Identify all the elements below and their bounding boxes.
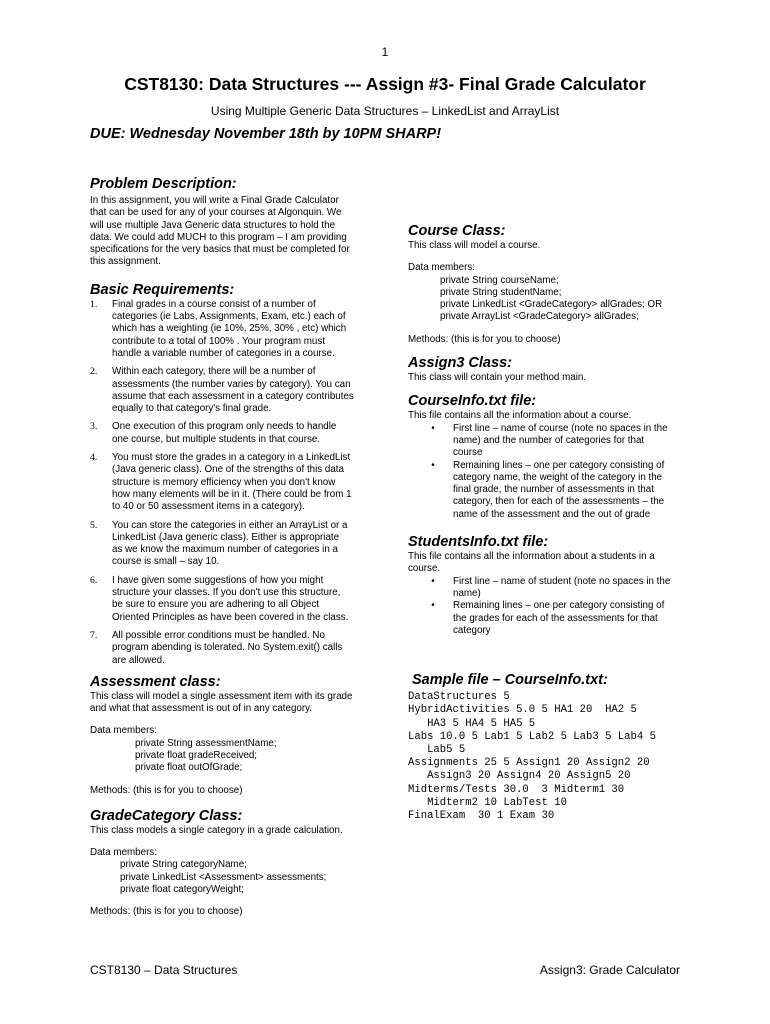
text-line: be sure to ensure you are adhering to all Object [112, 599, 319, 611]
code-line: HybridActivities 5.0 5 HA1 20 HA2 5 [408, 704, 637, 717]
text-line: name) and the number of categories for that [453, 434, 645, 446]
list-item [90, 630, 365, 667]
data-member: private String assessmentName; [135, 737, 277, 749]
data-member: private LinkedList <Assessment> assessments; [120, 871, 327, 883]
text-line: course. [408, 563, 441, 575]
text-line: This class will model a single assessment item with its grade [90, 690, 353, 702]
item-number: 1. [90, 298, 98, 310]
bullet-icon: • [431, 600, 435, 612]
text-line: structure is memory efficiency when you don't know [112, 476, 336, 488]
list-item [408, 460, 688, 521]
text-line: All possible error conditions must be handled. No [112, 629, 325, 641]
problem-heading: Problem Description: [90, 176, 237, 192]
item-number: 7. [90, 629, 98, 641]
text-line: (Java generic class). One of the strengths of this data [112, 464, 344, 476]
text-line: that can be used for any of your courses at Algonquin. We [90, 207, 342, 219]
text-line: handle a variable number of categories in a course. [112, 347, 335, 359]
text-line: will use multiple Java Generic data structures to hold the [90, 219, 336, 231]
courseinfo-bullets [408, 423, 688, 521]
document-subtitle: Using Multiple Generic Data Structures – LinkedList and ArrayList [210, 104, 560, 118]
text-line: which has a weighting (ie 10%, 25%, 30% , etc) which [112, 323, 347, 335]
text-line: and what that assessment is out of in any category. [90, 703, 313, 715]
item-number: 3. [90, 421, 98, 433]
text-line: This file contains all the information about a students in a [408, 551, 655, 563]
bullet-icon: • [431, 422, 435, 434]
members-label: Data members: [90, 725, 157, 737]
text-line: This file contains all the information about a course. [408, 410, 632, 422]
code-line: FinalExam 30 1 Exam 30 [408, 809, 555, 822]
text-line: name of the assessment and the out of grade [453, 508, 651, 520]
assessment-heading: Assessment class: [90, 673, 221, 690]
code-line: Labs 10.0 5 Lab1 5 Lab2 5 Lab3 5 Lab4 5 [408, 730, 656, 743]
code-line: Assign3 20 Assign4 20 Assign5 20 [408, 770, 631, 783]
list-item [90, 366, 365, 415]
requirements-heading: Basic Requirements: [90, 281, 235, 298]
list-item [90, 520, 365, 569]
text-line: Final grades in a course consist of a number of [112, 298, 316, 310]
bullet-icon: • [431, 459, 435, 471]
sample-code-block [408, 691, 688, 823]
item-number: 6. [90, 574, 98, 586]
text-line: as we know the maximum number of categories in a [112, 544, 338, 556]
data-member: private float categoryWeight; [120, 884, 244, 896]
data-member: private LinkedList <GradeCategory> allGrades; OR [440, 299, 663, 311]
text-line: course [453, 447, 483, 459]
courseinfo-heading: CourseInfo.txt file: [408, 393, 537, 410]
text-line: how many elements will be in it. (There could be from 1 [112, 488, 352, 500]
text-line: First line – name of course (note no spaces in the [453, 422, 668, 434]
text-line: This class will model a course. [408, 240, 541, 251]
text-line: One execution of this program only needs to handle [112, 421, 337, 433]
item-number: 5. [90, 519, 98, 531]
studentsinfo-heading: StudentsInfo.txt file: [408, 534, 549, 551]
bullet-icon: • [431, 575, 435, 587]
list-item [408, 423, 688, 460]
code-line: Midterms/Tests 30.0 3 Midterm1 30 [408, 783, 625, 796]
text-line: Oriented Principles as have been covered in the class. [112, 611, 349, 623]
data-member: private float outOfGrade; [135, 762, 243, 774]
code-line: DataStructures 5 [408, 691, 510, 704]
item-number: 4. [90, 452, 98, 464]
text-line: You can store the categories in either an ArrayList or a [112, 519, 348, 531]
left-column [90, 175, 365, 919]
code-line: Midterm2 10 LabTest 10 [408, 796, 567, 809]
list-item [408, 576, 688, 601]
text-line: This class will contain your method main. [408, 372, 587, 384]
text-line: In this assignment, you will write a Final Grade Calculator [90, 195, 339, 206]
text-line: program abending is tolerated. No System.exit() calls [112, 642, 343, 654]
assign3-heading: Assign3 Class: [408, 355, 512, 372]
text-line: Remaining lines – one per category consisting of [453, 600, 665, 612]
studentsinfo-bullets [408, 576, 688, 637]
text-line: You must store the grades in a category in a LinkedList [112, 452, 351, 464]
text-line: equally to that category's final grade. [112, 403, 272, 415]
members-label: Data members: [408, 262, 475, 274]
page-number: 1 [381, 45, 389, 59]
footer-right: Assign3: Grade Calculator [539, 963, 680, 977]
list-item [90, 575, 365, 624]
text-line: assume that each assessment in a category contributes [112, 390, 354, 402]
item-number: 2. [90, 366, 98, 378]
methods-note: Methods: (this is for you to choose) [90, 906, 243, 918]
text-line: contribute to a total of 100% . Your program must [112, 335, 325, 347]
text-line: final grade, the number of assessments in that [453, 484, 654, 496]
code-line: HA3 5 HA4 5 HA5 5 [408, 717, 536, 730]
list-item [90, 421, 365, 446]
text-line: data. We could add MUCH to this program – I am providing [90, 231, 347, 243]
text-line: category, then for each of the assessments – the [453, 496, 665, 508]
methods-note: Methods: (this is for you to choose) [408, 333, 561, 345]
data-member: private String categoryName; [120, 859, 247, 871]
sample-heading: Sample file – CourseInfo.txt: [412, 672, 608, 689]
text-line: the grades for each of the assessments for that [453, 612, 658, 624]
text-line: categories (ie Labs, Assignments, Exam, etc.) each of [112, 311, 346, 323]
text-line: course is small – say 10. [112, 556, 220, 568]
requirements-list [90, 299, 365, 667]
text-line: are allowed. [112, 654, 165, 666]
data-member: private String studentName; [440, 286, 562, 298]
text-line: this assignment. [90, 256, 161, 268]
text-line: category name, the weight of the category in the [453, 471, 663, 483]
list-item [90, 299, 365, 360]
right-column [408, 222, 688, 823]
text-line: specifications for the very basics that must be completed for [90, 244, 350, 256]
list-item [408, 600, 688, 637]
data-member: private ArrayList <GradeCategory> allGrades; [440, 311, 639, 323]
footer-left: CST8130 – Data Structures [90, 963, 238, 977]
text-line: category [453, 624, 491, 636]
document-title: CST8130: Data Structures --- Assign #3- Final Grade Calculator [124, 74, 646, 94]
text-line: Remaining lines – one per category consisting of [453, 459, 665, 471]
problem-text [90, 195, 365, 269]
members-label: Data members: [90, 847, 157, 859]
list-item [90, 452, 365, 513]
text-line: name) [453, 587, 481, 599]
course-heading: Course Class: [408, 223, 506, 239]
gradecategory-heading: GradeCategory Class: [90, 807, 243, 824]
text-line: This class models a single category in a grade calculation. [90, 824, 343, 836]
code-line: Lab5 5 [408, 743, 466, 756]
methods-note: Methods: (this is for you to choose) [90, 784, 243, 796]
text-line: LinkedList (Java generic class). Either is appropriate [112, 531, 340, 543]
text-line: assessments (the number varies by category). You can [112, 378, 351, 390]
text-line: Within each category, there will be a number of [112, 366, 316, 378]
data-member: private float gradeReceived; [135, 749, 257, 761]
text-line: one course, but multiple students in that course. [112, 433, 321, 445]
code-line: Assignments 25 5 Assign1 20 Assign2 20 [408, 757, 650, 770]
data-member: private String courseName; [440, 274, 559, 286]
text-line: to 40 or 50 assessment items in a category). [112, 501, 305, 513]
due-date: DUE: Wednesday November 18th by 10PM SHARP! [90, 126, 442, 142]
text-line: structure your classes. If you don't use this structure, [112, 587, 341, 599]
text-line: I have given some suggestions of how you might [112, 574, 324, 586]
text-line: First line – name of student (note no spaces in the [453, 575, 671, 587]
